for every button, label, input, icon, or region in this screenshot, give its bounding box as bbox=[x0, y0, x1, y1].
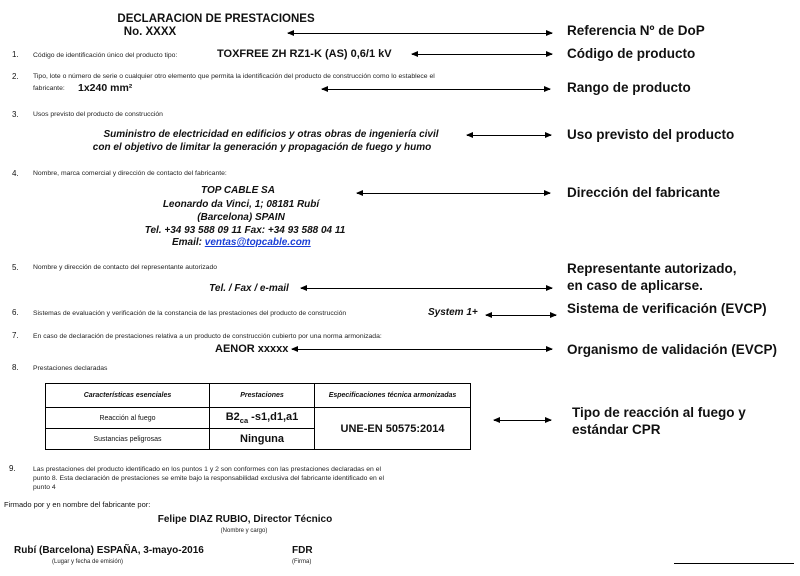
place-date: Rubí (Barcelona) ESPAÑA, 3-mayo-2016 bbox=[14, 545, 204, 556]
item-3-number: 3. bbox=[12, 110, 19, 119]
doc-title: DECLARACION DE PRESTACIONES bbox=[117, 13, 315, 25]
table-header-characteristics: Características esenciales bbox=[46, 384, 210, 408]
manufacturer-name: TOP CABLE SA bbox=[201, 185, 275, 196]
manufacturer-address-1: Leonardo da Vinci, 1; 08181 Rubí bbox=[162, 199, 320, 210]
arrow-product-code bbox=[412, 54, 552, 55]
table-row-perf-hazard: Ninguna bbox=[210, 429, 315, 450]
email-link[interactable]: ventas@topcable.com bbox=[204, 237, 311, 248]
notified-body: AENOR xxxxx bbox=[215, 343, 289, 355]
item-7-text: En caso de declaración de prestaciones relativa a un producto de construcción cubierto por una norma armonizada: bbox=[33, 333, 382, 340]
table-row-char-hazard: Sustancias peligrosas bbox=[46, 429, 210, 450]
footer-rule bbox=[674, 563, 794, 564]
manufacturer-email-row bbox=[172, 237, 311, 248]
annotation-product-code: Código de producto bbox=[567, 46, 696, 61]
item-2-text: Tipo, lote o número de serie o cualquier otro elemento que permita la identificación del producto de construcción como lo establece el bbox=[33, 73, 435, 80]
annotation-dop-reference: Referencia Nº de DoP bbox=[567, 23, 705, 38]
product-range: 1x240 mm² bbox=[78, 82, 133, 94]
item-5-text: Nombre y dirección de contacto del representante autorizado bbox=[33, 264, 218, 271]
table-standard: UNE-EN 50575:2014 bbox=[315, 408, 471, 450]
arrow-manufacturer bbox=[357, 193, 550, 194]
annotation-intended-use: Uso previsto del producto bbox=[567, 127, 735, 142]
signer-name-caption: (Nombre y cargo) bbox=[220, 528, 268, 534]
table-header-performance: Prestaciones bbox=[210, 384, 315, 408]
manufacturer-address-2: (Barcelona) SPAIN bbox=[197, 212, 285, 223]
signer-name: Felipe DIAZ RUBIO, Director Técnico bbox=[157, 514, 333, 525]
table-header-specifications: Especificaciones técnica armonizadas bbox=[315, 384, 471, 408]
item-9-line-3: punto 4 bbox=[33, 484, 56, 491]
item-1-number: 1. bbox=[12, 50, 19, 59]
signature-caption: (Firma) bbox=[292, 559, 312, 565]
annotation-verification-system: Sistema de verificación (EVCP) bbox=[567, 301, 767, 316]
annotation-manufacturer: Dirección del fabricante bbox=[567, 185, 721, 200]
annotation-notified-body: Organismo de validación (EVCP) bbox=[567, 342, 778, 357]
performance-table bbox=[45, 383, 471, 450]
item-8-text: Prestaciones declaradas bbox=[33, 365, 108, 372]
product-code: TOXFREE ZH RZ1-K (AS) 0,6/1 kV bbox=[217, 48, 392, 60]
place-date-caption: (Lugar y fecha de emisión) bbox=[52, 559, 124, 565]
arrow-intended-use bbox=[467, 135, 551, 136]
table-row-char-fire: Reacción al fuego bbox=[46, 408, 210, 429]
item-3-text: Usos previsto del producto de construcción bbox=[33, 111, 163, 118]
verification-system: System 1+ bbox=[428, 307, 478, 318]
item-4-text: Nombre, marca comercial y dirección de contacto del fabricante: bbox=[33, 170, 227, 177]
signed-by-intro: Firmado por y en nombre del fabricante por: bbox=[4, 500, 151, 509]
authorized-rep: Tel. / Fax / e-mail bbox=[209, 283, 289, 294]
manufacturer-phone: Tel. +34 93 588 09 11 Fax: +34 93 588 04 11 bbox=[144, 225, 346, 236]
arrow-authorized-rep bbox=[301, 288, 552, 289]
annotation-fire-reaction-2: estándar CPR bbox=[572, 422, 661, 437]
item-4-number: 4. bbox=[12, 169, 19, 178]
table-row-perf-fire: $B2_{ca}$ -s1,d1,a1 bbox=[210, 408, 315, 429]
item-7-number: 7. bbox=[12, 331, 19, 340]
arrow-fire-reaction bbox=[494, 420, 551, 421]
doc-number: No. XXXX bbox=[123, 26, 177, 38]
item-8-number: 8. bbox=[12, 363, 19, 372]
item-9-line-1: Las prestaciones del producto identificado en los puntos 1 y 2 son conformes con las prestaciones declaradas en el bbox=[33, 466, 381, 473]
item-2-text-2: fabricante: bbox=[33, 85, 65, 92]
signature: FDR bbox=[292, 545, 313, 556]
item-6-number: 6. bbox=[12, 308, 19, 317]
annotation-authorized-rep-1: Representante autorizado, bbox=[567, 261, 737, 276]
item-1-text: Código de identificación único del producto tipo: bbox=[33, 52, 178, 59]
arrow-product-range bbox=[322, 89, 550, 90]
item-6-text: Sistemas de evaluación y verificación de la constancia de las prestaciones del producto de construcción bbox=[33, 310, 347, 317]
intended-use-line-1: Suministro de electricidad en edificios y otras obras de ingeniería civil bbox=[103, 129, 439, 140]
email-label: Email: bbox=[172, 237, 203, 248]
annotation-fire-reaction-1: Tipo de reacción al fuego y bbox=[572, 405, 746, 420]
annotation-authorized-rep-2: en caso de aplicarse. bbox=[567, 278, 703, 293]
annotation-product-range: Rango de producto bbox=[567, 80, 691, 95]
arrow-reference bbox=[288, 33, 552, 34]
item-9-number: 9. bbox=[9, 464, 16, 473]
arrow-notified-body bbox=[292, 349, 552, 350]
item-5-number: 5. bbox=[12, 263, 19, 272]
arrow-verification-system bbox=[486, 315, 556, 316]
intended-use-line-2: con el objetivo de limitar la generación y propagación de fuego y humo bbox=[92, 142, 432, 153]
item-9-line-2: punto 8. Esta declaración de prestaciones se emite bajo la responsabilidad exclusiva del fabricante identificado en el bbox=[33, 475, 385, 482]
item-2-number: 2. bbox=[12, 72, 19, 81]
